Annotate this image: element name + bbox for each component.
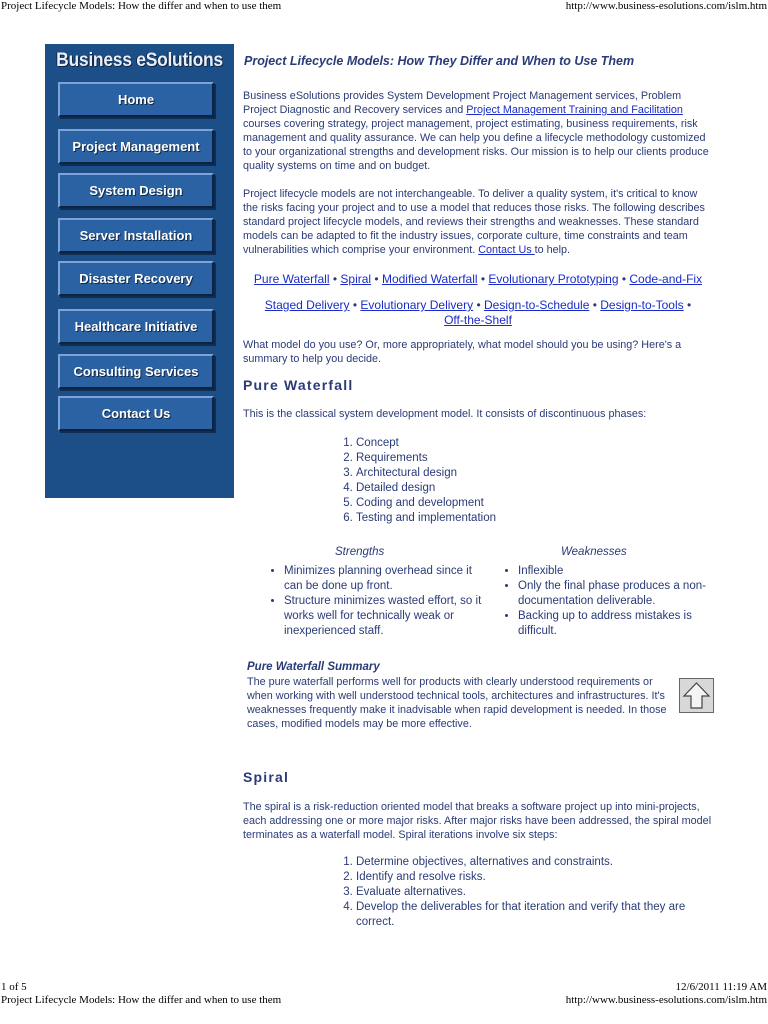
nav-project-management-button[interactable]: Project Management xyxy=(58,129,214,164)
model-links-row-1 xyxy=(243,272,713,287)
list-item: • Minimizes planning overhead since it can be done up front. xyxy=(284,564,484,594)
separator: • xyxy=(589,298,601,312)
list-item: • Backing up to address mistakes is difficult. xyxy=(518,609,728,639)
print-footer-url: http://www.business-esolutions.com/islm.htm xyxy=(565,994,767,1006)
link-modified-waterfall[interactable]: Modified Waterfall xyxy=(381,272,478,286)
intro1-text-a: Business eSolutions provides System Development Project Management services, Problem Project Diagnostic and Recovery services and xyxy=(243,90,682,116)
nav-home-button[interactable]: Home xyxy=(58,82,214,117)
print-datetime: 12/6/2011 11:19 AM xyxy=(675,981,767,993)
list-item: • Inflexible xyxy=(518,564,728,579)
list-item: 3. Evaluate alternatives. xyxy=(356,885,716,900)
separator: • xyxy=(618,272,630,286)
list-item: 4. Develop the deliverables for that iteration and verify that they are correct. xyxy=(356,900,716,930)
link-design-to-tools[interactable]: Design-to-Tools xyxy=(600,298,684,312)
nav-contact-us-button[interactable]: Contact Us xyxy=(58,396,214,431)
spiral-desc: The spiral is a risk-reduction oriented model that breaks a software project up into mini-projects, each addressing one or more major risks. After major risks have been addressed, the spiral model terminates as a waterfall model. Spiral iterations involve six steps: xyxy=(243,801,712,841)
nav-server-installation-button[interactable]: Server Installation xyxy=(58,218,214,253)
list-item: 1. Concept xyxy=(356,436,556,451)
print-header-title: Project Lifecycle Models: How the differ and when to use them xyxy=(1,0,282,12)
pure-waterfall-heading: Pure Waterfall xyxy=(243,377,354,393)
link-design-to-schedule[interactable]: Design-to-Schedule xyxy=(483,298,590,312)
separator: • xyxy=(349,298,361,312)
intro2-text-b: to help. xyxy=(534,244,571,256)
link-evolutionary-prototyping[interactable]: Evolutionary Prototyping xyxy=(488,272,619,286)
brand-logo[interactable]: Business eSolutions xyxy=(56,50,223,71)
weaknesses-heading: Weaknesses xyxy=(561,546,627,558)
list-item: 6. Testing and implementation xyxy=(356,511,556,526)
sidebar xyxy=(45,44,234,498)
list-item: • Structure minimizes wasted effort, so it works well for technically weak or inexperienced staff. xyxy=(284,594,484,639)
page-number: 1 of 5 xyxy=(1,981,27,993)
separator: • xyxy=(371,272,382,286)
print-header-url: http://www.business-esolutions.com/islm.htm xyxy=(565,0,767,12)
strengths-list xyxy=(268,564,484,639)
intro-paragraph-1 xyxy=(243,89,713,173)
list-item: • Only the final phase produces a non-documentation deliverable. xyxy=(518,579,728,609)
weaknesses-list xyxy=(502,564,728,639)
pure-waterfall-desc: This is the classical system development model. It consists of discontinuous phases: xyxy=(243,408,647,420)
list-item: 5. Coding and development xyxy=(356,496,556,511)
link-spiral[interactable]: Spiral xyxy=(340,272,372,286)
contact-us-link[interactable]: Contact Us xyxy=(478,244,535,256)
nav-healthcare-initiative-button[interactable]: Healthcare Initiative xyxy=(58,309,214,344)
separator: • xyxy=(473,298,484,312)
spiral-heading: Spiral xyxy=(243,769,290,785)
question-paragraph: What model do you use? Or, more appropriately, what model should you be using? Here's a summary to help you decide. xyxy=(243,339,682,365)
link-code-and-fix[interactable]: Code-and-Fix xyxy=(629,272,703,286)
spiral-step-list xyxy=(356,855,716,930)
model-links-row-2 xyxy=(243,298,713,328)
up-arrow-icon[interactable] xyxy=(679,678,714,713)
link-evolutionary-delivery[interactable]: Evolutionary Delivery xyxy=(360,298,474,312)
link-off-the-shelf[interactable]: Off-the-Shelf xyxy=(444,313,512,327)
pure-waterfall-summary: The pure waterfall performs well for products with clearly understood requirements or when working with well understood technical tools, architectures and infrastructures. It's weaknesses frequently make it inadvisable when rapid development is needed. In those cases, modified models may be more effective. xyxy=(247,676,667,730)
print-footer-title: Project Lifecycle Models: How the differ and when to use them xyxy=(1,994,282,1006)
separator: • xyxy=(683,298,692,312)
link-staged-delivery[interactable]: Staged Delivery xyxy=(264,298,350,312)
waterfall-phase-list xyxy=(356,436,556,526)
nav-disaster-recovery-button[interactable]: Disaster Recovery xyxy=(58,261,214,296)
separator: • xyxy=(329,272,341,286)
nav-system-design-button[interactable]: System Design xyxy=(58,173,214,208)
list-item: 2. Identify and resolve risks. xyxy=(356,870,716,885)
training-facilitation-link[interactable]: Project Management Training and Facilitation xyxy=(466,104,683,116)
nav-consulting-services-button[interactable]: Consulting Services xyxy=(58,354,214,389)
intro1-text-b: courses covering strategy, project management, project estimating, business requirements, risk management and quality assurance. We can help you define a lifecycle methodology customized to your organizational strengths and development risks. Our mission is to help our clients produce quality systems on time and on budget. xyxy=(243,118,709,172)
pure-waterfall-summary-heading: Pure Waterfall Summary xyxy=(247,661,380,673)
separator: • xyxy=(477,272,489,286)
print-header xyxy=(0,0,768,14)
link-pure-waterfall[interactable]: Pure Waterfall xyxy=(253,272,330,286)
page-title: Project Lifecycle Models: How They Differ and When to Use Them xyxy=(244,54,635,68)
list-item: 4. Detailed design xyxy=(356,481,556,496)
list-item: 3. Architectural design xyxy=(356,466,556,481)
intro2-text-a: Project lifecycle models are not interchangeable. To deliver a quality system, it's critical to know the risks facing your project and to use a model that reduces those risks. The following describes standard project lifecycle models, and reviews their strengths and weaknesses. These standard models can be adapted to fit the industry issues, corporate culture, time constraints and team vulnerabilities which comprise your environment. xyxy=(243,188,705,256)
strengths-heading: Strengths xyxy=(335,546,385,558)
intro-paragraph-2 xyxy=(243,187,713,257)
list-item: 2. Requirements xyxy=(356,451,556,466)
list-item: 1. Determine objectives, alternatives and constraints. xyxy=(356,855,716,870)
